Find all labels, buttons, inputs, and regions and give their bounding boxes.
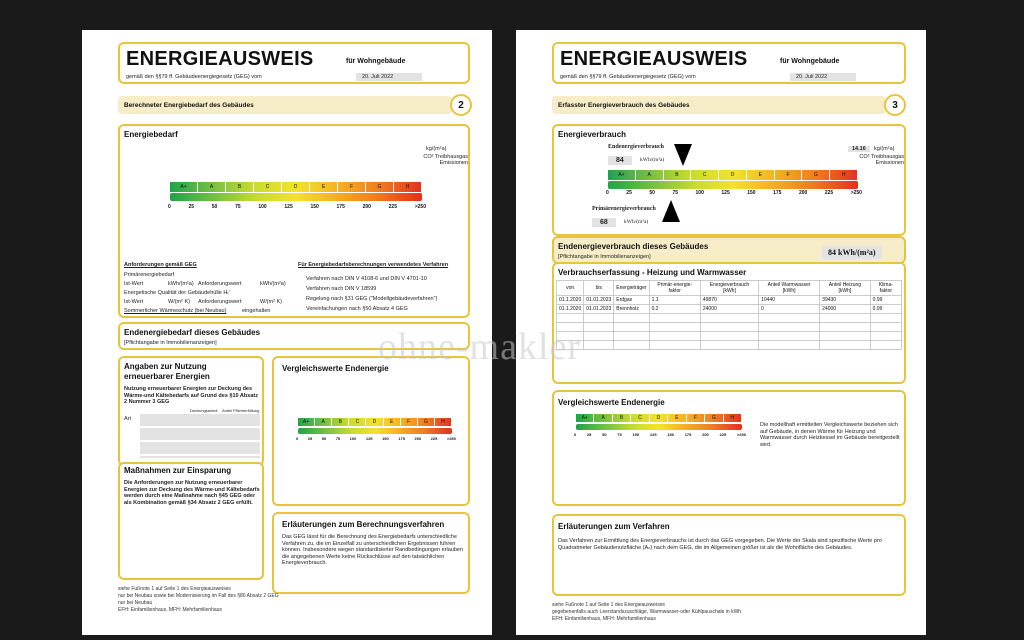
cell: 24000 xyxy=(700,305,758,314)
energy-class-label: C xyxy=(349,418,366,426)
cell: 49870 xyxy=(700,296,758,305)
legal-line: gemäß den §§79 ff. Gebäudeenergiegesetz (GEG) vom xyxy=(560,74,696,80)
tick-label: 225 xyxy=(824,190,834,196)
energy-class-label: C xyxy=(254,182,282,192)
th: Klima-faktor xyxy=(870,281,901,296)
box-title: Erläuterungen zum Verfahren xyxy=(558,522,670,531)
energy-class-label: A xyxy=(198,182,226,192)
energy-class-label: E xyxy=(747,170,775,180)
legal-line: gemäß den §§79 ff. Gebäudeenergiegesetz (GEG) vom xyxy=(126,74,262,80)
input-grid xyxy=(140,414,260,458)
tick-label: >250 xyxy=(446,436,456,441)
end-unit: kWh/(m²a) xyxy=(640,157,665,163)
table-row xyxy=(557,314,902,323)
energy-class-label: A xyxy=(636,170,664,180)
energy-class-label: B xyxy=(332,418,349,426)
header-box xyxy=(118,42,470,84)
tick-label: 25 xyxy=(307,436,313,441)
verf-title: Für Energiebedarfsberechnungen verwendetes Verfahren xyxy=(298,262,449,268)
box-title: Endenergieverbrauch dieses Gebäudes xyxy=(558,242,709,251)
tick-label: 75 xyxy=(235,204,241,210)
tick-label: 25 xyxy=(188,204,195,210)
tick-label: 25 xyxy=(626,190,632,196)
cell: 01.01.2023 xyxy=(584,296,614,305)
tick-label: 100 xyxy=(632,432,640,437)
tick-label: >250 xyxy=(850,190,862,196)
energy-class-label: G xyxy=(802,170,830,180)
tick-label: 0 xyxy=(296,436,299,441)
energy-class-label: D xyxy=(282,182,310,192)
date-field: 20. Juli 2022 xyxy=(356,73,422,81)
table-row xyxy=(557,296,902,305)
energy-class-label: F xyxy=(338,182,366,192)
tick-label: 200 xyxy=(362,204,371,210)
cell: 0.2 xyxy=(649,305,700,314)
tick-labels xyxy=(296,436,456,441)
req-line: kWh/(m²a) xyxy=(168,281,194,287)
table-row xyxy=(557,332,902,341)
th: Anteil Warmwasser [kWh] xyxy=(759,281,820,296)
req-line: kWh/(m²a) xyxy=(260,281,286,287)
energy-class-label: G xyxy=(366,182,394,192)
col-anteil: Anteil Pflichterfüllung xyxy=(222,408,260,413)
page-number: 3 xyxy=(884,94,906,116)
req-line: Ist-Wert xyxy=(124,281,144,287)
req-line: W/(m² K) xyxy=(260,299,282,305)
cell: 1.1 xyxy=(649,296,700,305)
tick-labels xyxy=(168,204,426,210)
req-line: Energetische Qualität der Gebäudehülle Hₜ' xyxy=(124,290,231,296)
tick-label: 100 xyxy=(695,190,704,196)
cell: 24000 xyxy=(820,305,871,314)
tick-label: 150 xyxy=(747,190,756,196)
mini-scale xyxy=(576,414,742,424)
energy-class-label: F xyxy=(687,414,705,422)
footnote: EFH: Einfamilienhaus, MFH: Mehrfamilienhaus xyxy=(118,607,222,613)
box-text: Nutzung erneuerbarer Energien zur Deckung des Wärme-und Kältebedarfs auf Grund des §10 Absatz 2 Nummer 3 GEG xyxy=(124,386,258,405)
req-line: W/(m² K) xyxy=(168,299,190,305)
footnote: gegebenenfalls auch Leerstandszuschläge, Warmwasser-oder Kühlpauschale in kWh xyxy=(552,609,742,615)
unit-label: kg/(m²a) xyxy=(874,146,895,152)
class-labels xyxy=(170,182,422,192)
arrow-down-icon xyxy=(674,144,692,166)
co2-label: CO² Treibhausgas Emissionen xyxy=(859,154,904,166)
tick-label: 0 xyxy=(168,204,171,210)
verf-item: Verfahren nach DIN V 18599 xyxy=(306,286,377,292)
energy-gradient xyxy=(608,181,858,189)
verf-item: Vereinfachungen nach §50 Absatz 4 GEG xyxy=(306,306,408,312)
cell: Brennholz xyxy=(614,305,649,314)
co2-label: CO² Treibhausgas Emissionen xyxy=(423,154,468,166)
footnote: EFH: Einfamilienhaus, MFH: Mehrfamilienhaus xyxy=(552,616,656,622)
box-title: Endenergiebedarf dieses Gebäudes xyxy=(124,328,261,337)
endenergie-box xyxy=(552,236,906,264)
col-deckung: Deckungsanteil xyxy=(190,408,218,413)
class-labels xyxy=(576,414,742,422)
req-line: Sommerlicher Wärmeschutz (bei Neubau) xyxy=(124,308,227,314)
tick-label: 225 xyxy=(388,204,397,210)
tick-label: 150 xyxy=(667,432,674,437)
box-title: Verbrauchserfassung - Heizung und Warmwasser xyxy=(558,268,747,277)
box-text: Die Anforderungen zur Nutzung erneuerbarer Energien zur Deckung des Wärme-und Kältebedarfs werden durch eine Maßnahme nach §45 GEG oder als Kombination gemäß §34 Absatz 2 GEG erfüllt. xyxy=(124,480,260,506)
header-box xyxy=(552,42,906,84)
cell: 01.01.2023 xyxy=(584,305,614,314)
req-line: Ist-Wert xyxy=(124,299,144,305)
box-text: Das GEG lässt für die Berechnung des Energiebedarfs unterschiedliche Verfahren zu, die im Einzelfall zu unterschiedlichen Ergebnissen führen können. Insbesondere wegen standardisierter Randbedingungen erlauben die angegebenen Werte keine Rückschlüsse auf den tatsächlichen Energieverbrauch. xyxy=(282,534,464,566)
cell: 39430 xyxy=(820,296,871,305)
box-title: Vergleichswerte Endenergie xyxy=(558,398,665,407)
th: von xyxy=(557,281,584,296)
section-bar: Berechneter Energiebedarf des Gebäudes xyxy=(118,96,452,114)
th: Anteil Heizung [kWh] xyxy=(820,281,871,296)
tick-label: 50 xyxy=(602,432,607,437)
unit-label: kg/(m²a) xyxy=(426,146,447,152)
box-text: Die modellhaft ermittelten Vergleichswerte beziehen sich auf Gebäude, in denen Wärme für Heizung und Warmwasser durch Heizkessel im Gebäude bereitgestellt wird. xyxy=(760,422,900,448)
tick-label: 125 xyxy=(721,190,730,196)
footnote: nur bei Neubau xyxy=(118,600,153,606)
end-label: Endenergieverbrauch xyxy=(608,144,664,150)
energy-class-label: G xyxy=(418,418,435,426)
footnote: siehe Fußnote 1 auf Seite 1 des Energieausweises xyxy=(118,586,231,592)
tick-label: >250 xyxy=(414,204,426,210)
energy-scale xyxy=(608,170,858,180)
energy-class-label: E xyxy=(668,414,686,422)
mini-gradient xyxy=(576,424,742,430)
erneuerbar-box xyxy=(118,356,264,466)
energy-class-label: A xyxy=(315,418,332,426)
energy-class-label: A+ xyxy=(170,182,198,192)
end-value: 84 xyxy=(608,156,632,165)
page-number: 2 xyxy=(450,94,472,116)
tick-label: 200 xyxy=(798,190,808,196)
energy-class-label: D xyxy=(719,170,747,180)
energy-class-label: E xyxy=(384,418,401,426)
energy-class-label: A+ xyxy=(608,170,636,180)
cell: 0.99 xyxy=(870,296,901,305)
vergleich-box xyxy=(552,390,906,506)
tick-label: >250 xyxy=(736,432,746,437)
table-row xyxy=(557,305,902,314)
cell: 0.99 xyxy=(870,305,901,314)
mini-scale xyxy=(298,418,452,428)
energy-scale xyxy=(170,182,422,192)
box-title: Maßnahmen zur Einsparung xyxy=(124,466,232,475)
tick-label: 200 xyxy=(702,432,709,437)
energy-class-label: H xyxy=(394,182,422,192)
box-title: Energiebedarf xyxy=(124,130,178,139)
verbrauch-table xyxy=(556,280,902,350)
tick-labels xyxy=(574,432,746,437)
energy-class-label: H xyxy=(724,414,742,422)
tick-label: 125 xyxy=(365,436,373,441)
energy-class-label: B xyxy=(226,182,254,192)
energieverbrauch-box xyxy=(552,124,906,236)
cell: 0 xyxy=(759,305,820,314)
box-title: Energieverbrauch xyxy=(558,130,627,139)
cell: 01.1.2020 xyxy=(557,296,584,305)
footnotes xyxy=(552,602,741,623)
cell: Erdgas xyxy=(614,296,649,305)
box-text: Das Verfahren zur Ermittlung des Energieverbrauchs ist durch das GEG vorgegeben. Die Werte der Skala sind spezifische Werte pro Quadratmeter Gebäudenutzfläche (Aₙ) nach dem GEG, die im Allgemeinen größer ist als die Wohnfläche des Gebäudes. xyxy=(558,538,882,551)
tick-label: 0 xyxy=(606,190,609,196)
verf-item: Verfahren nach DIN V 4108-6 und DIN V 4701-10 xyxy=(306,276,427,282)
box-subtitle: [Pflichtangabe in Immobilienanzeigen] xyxy=(124,340,217,346)
energy-class-label: B xyxy=(613,414,631,422)
box-title: Vergleichswerte Endenergie xyxy=(282,364,389,373)
tick-label: 225 xyxy=(719,432,727,437)
cell: 10440 xyxy=(759,296,820,305)
th: Primär-energie-faktor xyxy=(649,281,700,296)
verbrauch-box xyxy=(552,262,906,384)
tick-label: 175 xyxy=(398,436,405,441)
energy-class-label: D xyxy=(366,418,383,426)
tick-label: 150 xyxy=(310,204,319,210)
footnote: nur bei Neubau sowie bei Modernisierung im Fall des §80 Absatz 2 GEG xyxy=(118,593,279,599)
footnotes xyxy=(118,586,279,614)
class-labels xyxy=(298,418,452,426)
energy-class-label: F xyxy=(401,418,418,426)
req-line: Anforderungswert xyxy=(198,299,242,305)
tick-label: 175 xyxy=(773,190,782,196)
tick-labels xyxy=(606,190,862,196)
energy-class-label: E xyxy=(310,182,338,192)
tick-label: 0 xyxy=(574,432,577,437)
energy-class-label: A xyxy=(594,414,612,422)
arrow-up-icon xyxy=(662,200,680,222)
watermark: ohne-makler xyxy=(378,326,582,368)
tick-label: 100 xyxy=(258,204,267,210)
prim-unit: kWh/(m²a) xyxy=(624,219,649,225)
req-line: Anforderungswert xyxy=(198,281,242,287)
erlaeuterung-box xyxy=(552,514,906,596)
class-labels xyxy=(608,170,858,180)
co2-value: 14.16 xyxy=(848,146,870,152)
energy-class-label: C xyxy=(631,414,649,422)
massnahmen-box xyxy=(118,462,264,580)
req-line: eingehalten xyxy=(242,308,271,314)
title: ENERGIEAUSWEIS xyxy=(560,48,748,70)
energy-class-label: A+ xyxy=(298,418,315,426)
energy-class-label: B xyxy=(664,170,692,180)
tick-label: 75 xyxy=(672,190,679,196)
tick-label: 175 xyxy=(684,432,692,437)
tick-label: 150 xyxy=(382,436,389,441)
date-field: 20. Juli 2022 xyxy=(790,73,856,81)
title: ENERGIEAUSWEIS xyxy=(126,48,314,70)
th: Energieverbrauch [kWh] xyxy=(700,281,758,296)
req-title: Anforderungen gemäß GEG xyxy=(124,262,197,268)
th: bis xyxy=(584,281,614,296)
energy-class-label: G xyxy=(705,414,723,422)
energy-class-label: A+ xyxy=(576,414,594,422)
vergleich-box xyxy=(272,356,470,506)
section-bar: Erfasster Energieverbrauch des Gebäudes xyxy=(552,96,886,114)
energy-class-label: F xyxy=(775,170,803,180)
box-value: 84 kWh/(m²a) xyxy=(822,246,882,259)
box-title: Angaben zur Nutzung erneuerbarer Energien xyxy=(124,362,210,381)
tick-label: 200 xyxy=(414,436,422,441)
tick-label: 75 xyxy=(617,432,622,437)
req-line: Primärenergiebedarf xyxy=(124,272,175,278)
cell: 01.1.2020 xyxy=(557,305,584,314)
tick-label: 50 xyxy=(211,204,218,210)
footnote: siehe Fußnote 1 auf Seite 1 des Energieausweises xyxy=(552,602,665,608)
tick-label: 75 xyxy=(335,436,341,441)
energiebedarf-box xyxy=(118,124,470,318)
box-title: Erläuterungen zum Berechnungsverfahren xyxy=(282,520,445,529)
energy-gradient xyxy=(170,193,422,201)
tick-label: 50 xyxy=(321,436,327,441)
tick-label: 50 xyxy=(649,190,655,196)
tick-label: 175 xyxy=(336,204,345,210)
tick-label: 225 xyxy=(430,436,438,441)
verf-item: Regelung nach §31 GEG ("Modellgebäudeverfahren") xyxy=(306,296,438,302)
tick-label: 125 xyxy=(284,204,293,210)
tick-label: 125 xyxy=(649,432,657,437)
table-row xyxy=(557,341,902,350)
prim-label: Primärenergieverbrauch xyxy=(592,206,656,212)
energy-class-label: H xyxy=(435,418,452,426)
erlaeuterung-box xyxy=(272,512,470,594)
box-subtitle: [Pflichtangabe in Immobilienanzeigen] xyxy=(558,254,651,260)
prim-value: 68 xyxy=(592,218,616,227)
th: Energieträger xyxy=(614,281,649,296)
tick-label: 100 xyxy=(349,436,357,441)
subtitle: für Wohngebäude xyxy=(780,58,840,65)
energy-class-label: C xyxy=(691,170,719,180)
subtitle: für Wohngebäude xyxy=(346,58,406,65)
mini-gradient xyxy=(298,428,452,434)
table-row xyxy=(557,323,902,332)
col-art: Art xyxy=(124,416,132,422)
energy-class-label: D xyxy=(650,414,668,422)
energy-class-label: H xyxy=(830,170,858,180)
tick-label: 25 xyxy=(586,432,592,437)
